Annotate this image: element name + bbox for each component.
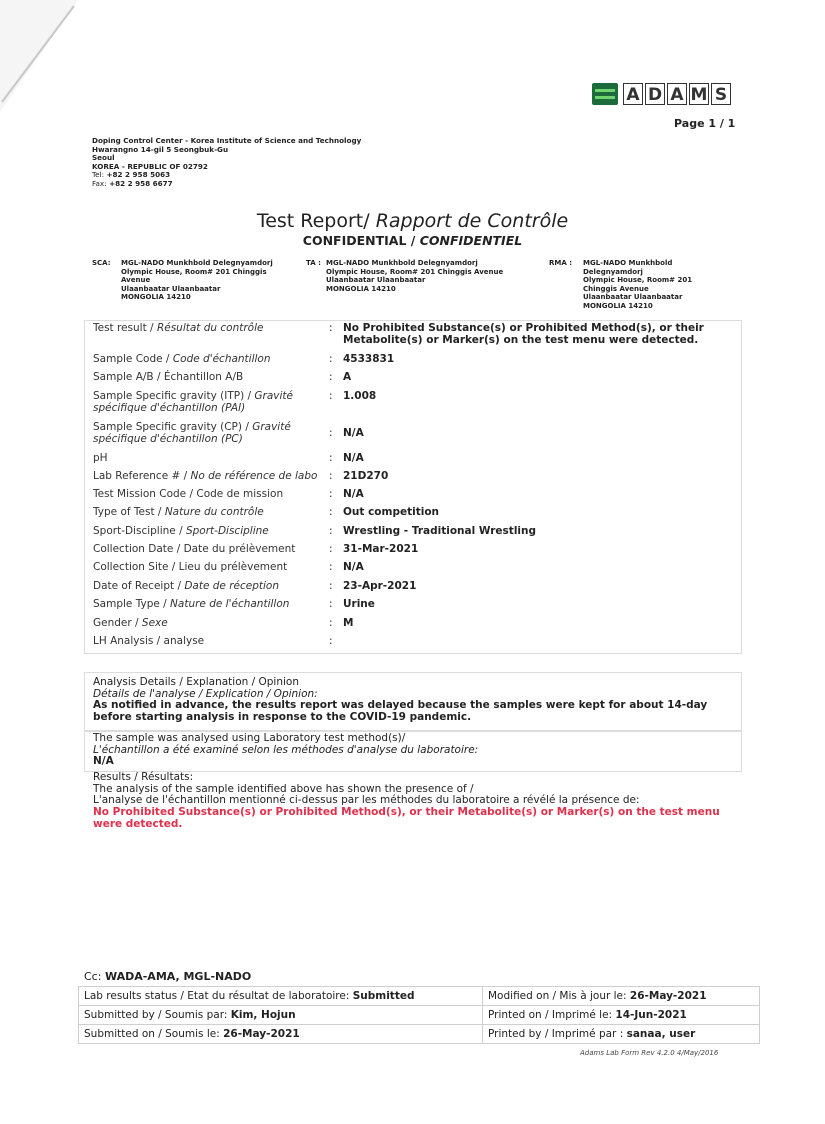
cc-line: Cc: WADA-AMA, MGL-NADO [84, 970, 252, 983]
logo-letter: A [667, 83, 687, 105]
report-title: Test Report/ Rapport de Contrôle [256, 210, 569, 232]
results-finding: No Prohibited Substance(s) or Prohibited Method(s), or their Metabolite(s) or Marker(s) on the test menu were detected. [93, 806, 720, 830]
table-row [79, 1006, 760, 1025]
analysis-details [93, 677, 733, 724]
table-cell: Submitted on / Soumis le: 26-May-2021 [79, 1025, 483, 1044]
table-cell: Modified on / Mis à jour le: 26-May-2021 [483, 987, 760, 1006]
results-section [93, 772, 733, 831]
results-heading: Results / Résultats: [93, 771, 194, 783]
adams-logo-icon [592, 83, 618, 105]
form-revision: Adams Lab Form Rev 4.2.0 4/May/2016 [580, 1049, 719, 1057]
logo-letter: D [645, 83, 665, 105]
lab-address-line: Seoul [92, 153, 115, 163]
method-line: The sample was analysed using Laboratory test method(s)/ [93, 732, 406, 744]
status-table [78, 986, 760, 1044]
table-cell: Printed by / Imprimé par : sanaa, user [483, 1025, 760, 1044]
logo-letter: S [711, 83, 731, 105]
lab-fax: Fax: +82 2 958 6677 [92, 178, 173, 188]
lab-address-line: KOREA - REPUBLIC OF 02792 [92, 161, 208, 171]
scan-edge-shadow [0, 0, 90, 120]
logo-letter: M [690, 85, 708, 105]
lab-address [92, 137, 361, 189]
lab-address-line: Hwarangno 14-gil 5 Seongbuk-Gu [92, 144, 229, 154]
confidential-label: CONFIDENTIAL / CONFIDENTIEL [302, 233, 523, 248]
analysis-text: As notified in advance, the results report was delayed because the samples were kept for about 14-day before starting analysis in response to the COVID-19 pandemic. [93, 699, 708, 724]
analysis-heading: Analysis Details / Explanation / Opinion [93, 676, 299, 688]
page-number: Page 1 / 1 [674, 117, 736, 130]
lab-name: Doping Control Center - Korea Institute of Science and Technology [92, 136, 362, 145]
table-row [79, 1025, 760, 1044]
logo-letter: A [623, 83, 643, 105]
table-cell: Printed on / Imprimé le: 14-Jun-2021 [483, 1006, 760, 1025]
method-line-fr: L'échantillon a été examiné selon les méthodes d'analyse du laboratoire: [93, 743, 479, 756]
results-line-fr: L'analyse de l'échantillon mentionné ci-dessus par les méthodes du laboratoire a révélé la présence de: [93, 794, 640, 807]
adams-logo [592, 83, 731, 105]
method-details [93, 733, 733, 768]
table-cell: Lab results status / Etat du résultat de laboratoire: Submitted [79, 987, 483, 1006]
lab-tel: Tel: +82 2 958 5063 [92, 170, 171, 180]
analysis-heading-fr: Détails de l'analyse / Explication / Opinion: [93, 687, 318, 700]
table-row [79, 987, 760, 1006]
method-value: N/A [93, 755, 114, 768]
table-cell: Submitted by / Soumis par: Kim, Hojun [79, 1006, 483, 1025]
results-line: The analysis of the sample identified above has shown the presence of / [93, 782, 474, 795]
